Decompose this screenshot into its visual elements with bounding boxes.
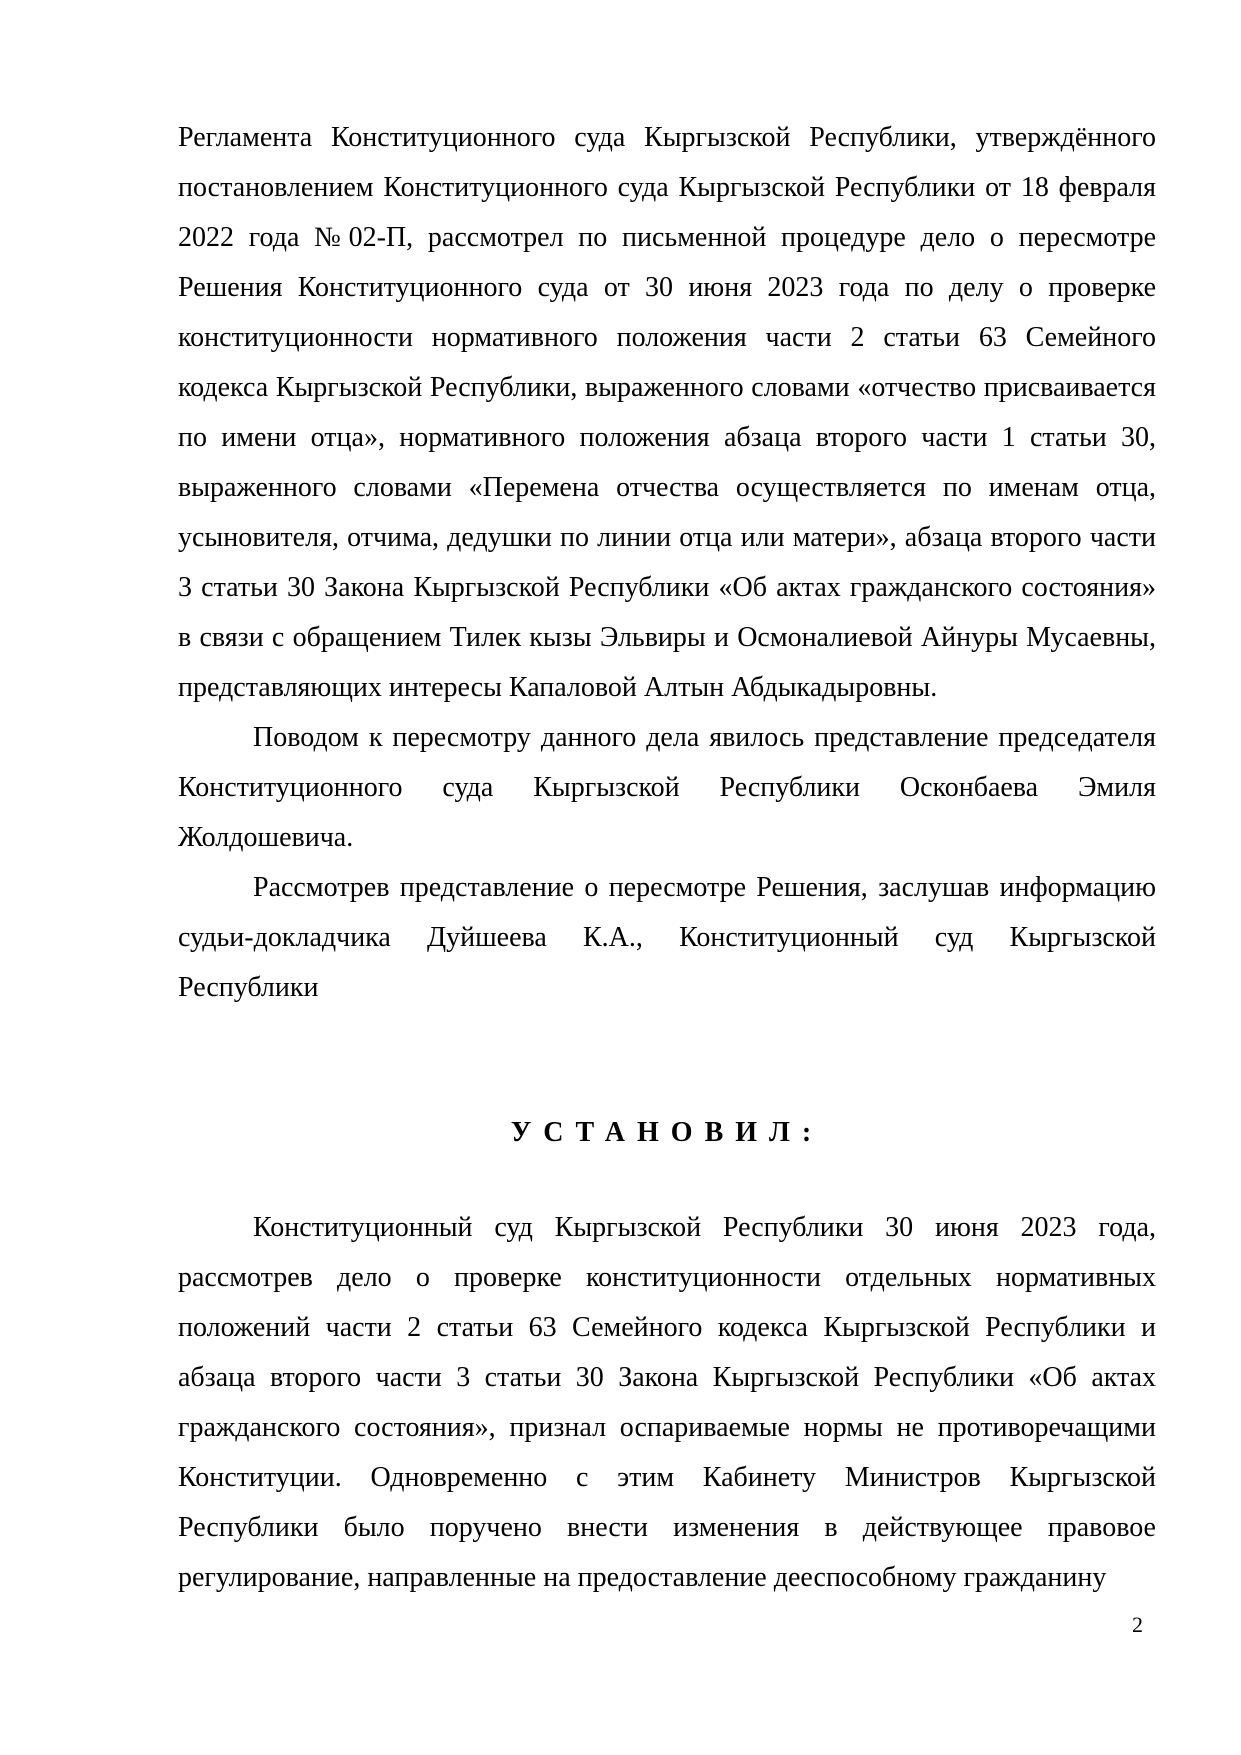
page-number: 2: [1132, 1612, 1143, 1637]
body-text-top: [178, 113, 1156, 1013]
paragraph-procedure: Регламента Конституционного суда Кыргызской Республики, утверждённого постановлением Конституционного суда Кыргызской Республики от 18 февраля 2022 года №02-П, рассмотрел по письменной процедуре дело о пересмотре Решения Конституционного суда от 30 июня 2023 года по делу о проверке конституционности нормативного положения части 2 статьи 63 Семейного кодекса Кыргызской Республики, выраженного словами «отчество присваивается по имени отца», нормативного положения абзаца второго части 1 статьи 30, выраженного словами «Перемена отчества осуществляется по именам отца, усыновителя, отчима, дедушки по линии отца или матери», абзаца второго части 3 статьи 30 Закона Кыргызской Республики «Об актах гражданского состояния» в связи с обращением Тилек кызы Эльвиры и Осмоналиевой Айнуры Мусаевны, представляющих интересы Капаловой Алтын Абдыкадыровны.: [178, 122, 1156, 703]
section-heading: УСТАНОВИЛ:: [510, 1117, 824, 1148]
body-text-bottom: [178, 1203, 1156, 1603]
paragraph-considered: Рассмотрев представление о пересмотре Решения, заслушав информацию судьи-докладчика Дуйшеева К.А., Конституционный суд Кыргызской Республики: [178, 872, 1156, 1003]
paragraph-decision: Конституционный суд Кыргызской Республики 30 июня 2023 года, рассмотрев дело о проверке конституционности отдельных нормативных положений части 2 статьи 63 Семейного кодекса Кыргызской Республики и абзаца второго части 3 статьи 30 Закона Кыргызской Республики «Об актах гражданского состояния», признал оспариваемые нормы не противоречащими Конституции. Одновременно с этим Кабинету Министров Кыргызской Республики было поручено внести изменения в действующее правовое регулирование, направленные на предоставление дееспособному гражданину: [178, 1212, 1156, 1593]
paragraph-grounds: Поводом к пересмотру данного дела явилось представление председателя Конституционного суда Кыргызской Республики Осконбаева Эмиля Жолдошевича.: [178, 722, 1156, 853]
